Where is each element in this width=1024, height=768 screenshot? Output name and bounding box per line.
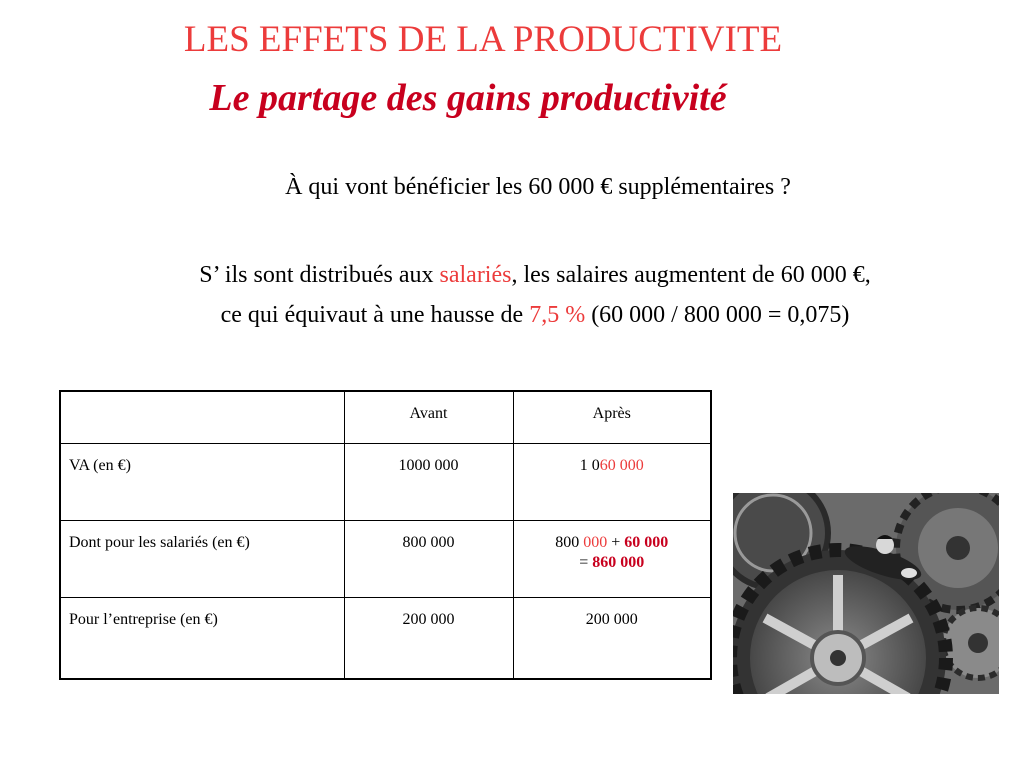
sal-apres-c: +: [607, 533, 625, 551]
sal-apres-a: 800: [555, 533, 584, 551]
gears-photo-icon: [733, 493, 999, 694]
sal-apres-d: 60 000: [624, 533, 669, 551]
sal-apres-f: 860 000: [592, 553, 645, 571]
table-header-apres: Après: [513, 391, 711, 443]
value-added-table: [59, 390, 712, 680]
cell-va-apres: [513, 443, 711, 520]
table-header-cell: [60, 391, 344, 443]
slide-title: LES EFFETS DE LA PRODUCTIVITE: [183, 19, 783, 60]
table-header-row: [60, 391, 711, 443]
highlight-salaries: salariés: [439, 262, 512, 288]
row-label-entreprise: Pour l’entreprise (en €): [60, 597, 344, 679]
table-row: [60, 443, 711, 520]
row-label-va: VA (en €): [60, 443, 344, 520]
line2-part2: (60 000 / 800 000 = 0,075): [585, 302, 850, 328]
line1-part2: , les salaires augmentent de 60 000 €,: [511, 262, 871, 288]
line2-part1: ce qui équivaut à une hausse de: [220, 302, 530, 328]
cell-salaries-avant: 800 000: [344, 520, 513, 597]
sal-apres-b: 000: [583, 533, 608, 551]
paragraph-line-1: [0, 255, 1024, 295]
line1-part1: S’ ils sont distribués aux: [199, 262, 440, 288]
explanation-paragraph: [0, 255, 1024, 335]
cell-entreprise-avant: 200 000: [344, 597, 513, 679]
table-header-avant: Avant: [344, 391, 513, 443]
row-label-salaries: Dont pour les salariés (en €): [60, 520, 344, 597]
slide-subtitle: Le partage des gains productivité: [209, 77, 727, 119]
highlight-percentage: 7,5 %: [529, 302, 586, 328]
table-row: [60, 520, 711, 597]
question-text: À qui vont bénéficier les 60 000 € supplémentaires ?: [285, 174, 791, 200]
cell-salaries-apres: [513, 520, 711, 597]
sal-apres-e: =: [579, 553, 593, 571]
cell-entreprise-apres: 200 000: [513, 597, 711, 679]
gears-illustration: [733, 493, 999, 694]
va-apres-black: 1 0: [579, 456, 600, 474]
cell-va-avant: 1000 000: [344, 443, 513, 520]
va-apres-red: 60 000: [599, 456, 644, 474]
table-row: [60, 597, 711, 679]
paragraph-line-2: [0, 295, 1024, 335]
